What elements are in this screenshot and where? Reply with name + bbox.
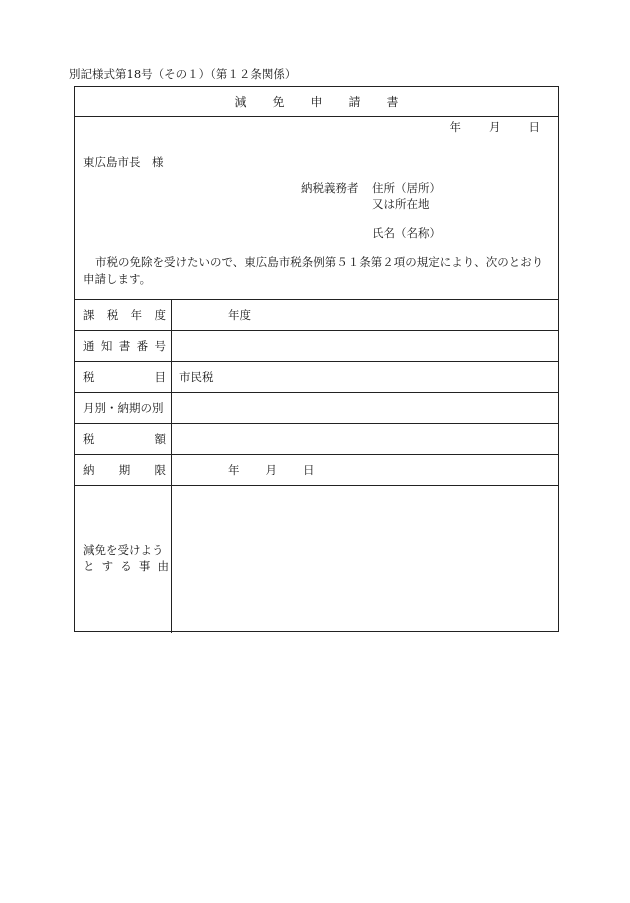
reason-field[interactable] (172, 486, 558, 633)
label-char: 年 (130, 308, 143, 322)
table-row (75, 424, 558, 455)
label-char: 納 (83, 463, 95, 477)
date-day: 日 (528, 120, 540, 134)
label-char: 事 (138, 559, 151, 573)
label-text: 月別・納期の別 (83, 401, 164, 415)
table-row (75, 486, 558, 633)
label-char: 度 (154, 308, 166, 322)
due-date-day: 日 (303, 463, 315, 477)
label-char: 税 (106, 308, 119, 322)
label-char: る (120, 559, 132, 573)
due-date-month: 月 (265, 463, 277, 477)
label-char: 税 (83, 432, 95, 446)
label-char: 税 (83, 370, 95, 384)
tax-item-field[interactable] (172, 362, 558, 392)
payment-period-field[interactable] (172, 393, 558, 423)
label-char: 期 (118, 463, 131, 477)
date-year: 年 (449, 120, 461, 134)
taxpayer-label: 納税義務者 (301, 181, 359, 195)
notice-number-label (75, 331, 172, 361)
application-date[interactable] (450, 119, 541, 135)
label-char: 通 (83, 339, 95, 353)
label-char: 号 (154, 339, 166, 353)
label-char: 書 (118, 339, 131, 353)
tax-year-field[interactable] (172, 300, 558, 330)
label-char: 知 (100, 339, 113, 353)
applicant-section (75, 117, 558, 300)
addressee: 東広島市長 様 (83, 155, 164, 169)
label-char: 目 (154, 370, 166, 384)
table-row (75, 455, 558, 486)
payment-period-label (75, 393, 172, 423)
label-char: 課 (83, 308, 95, 322)
label-char: と (83, 559, 95, 573)
name-field[interactable]: 氏名（名称） (372, 226, 441, 240)
table-row (75, 393, 558, 424)
table-row (75, 362, 558, 393)
label-char: す (101, 559, 114, 573)
tax-amount-field[interactable] (172, 424, 558, 454)
application-statement: 市税の免除を受けたいので、東広島市税条例第５１条第２項の規定により、次のとおり申請します。 (83, 255, 544, 286)
due-date-year: 年 (228, 463, 240, 477)
address-field[interactable]: 住所（居所） (372, 181, 441, 195)
table-row (75, 331, 558, 362)
reason-label (75, 486, 172, 633)
tax-item-value: 市民税 (179, 370, 214, 384)
tax-year-unit: 年度 (228, 308, 251, 322)
tax-year-label (75, 300, 172, 330)
due-date-label (75, 455, 172, 485)
label-char: 由 (157, 559, 169, 573)
address-field-alt: 又は所在地 (372, 197, 430, 211)
form-number-label: 別記様式第18号（その１）（第１２条関係） (69, 67, 297, 81)
reason-label-line1: 減免を受けよう (83, 543, 164, 557)
tax-amount-label (75, 424, 172, 454)
table-row (75, 300, 558, 331)
label-char: 番 (136, 339, 149, 353)
form-title: 減免申請書 (75, 87, 558, 117)
label-char: 額 (154, 432, 166, 446)
tax-item-label (75, 362, 172, 392)
due-date-field[interactable] (172, 455, 558, 485)
notice-number-field[interactable] (172, 331, 558, 361)
label-char: 限 (154, 463, 166, 477)
application-form (74, 86, 559, 632)
date-month: 月 (489, 120, 501, 134)
details-table (75, 300, 558, 633)
